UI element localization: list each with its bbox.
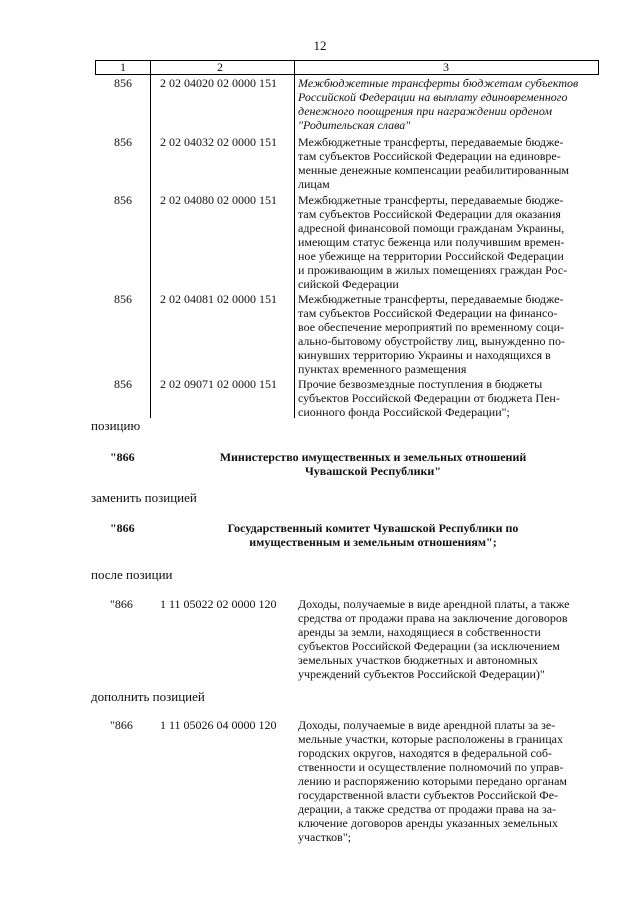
header-col-1: 1 xyxy=(120,60,126,74)
entry-code: "866 xyxy=(110,718,133,732)
entry-kbk: 1 11 05022 02 0000 120 xyxy=(160,597,277,611)
label-add: дополнить позицией xyxy=(91,689,205,704)
entry-name-new: Государственный комитет Чувашской Республики по имущественным и земельным отношениям"; xyxy=(227,521,519,549)
row-description: Межбюджетные трансферты, передаваемые бюдже- там субъектов Российской Федерации для оказания адресной финансовой помощи гражданам Украины, имеющим статус беженца или получившим времен- ное убежище на территории Российской Федерации и проживающим в жилых помещениях граждан Рос- сийской Федерации xyxy=(298,193,568,291)
row-code: 856 xyxy=(114,135,132,149)
entry-code: "866 xyxy=(110,450,135,464)
entry-name-old: Министерство имущественных и земельных отношений Чувашской Республики" xyxy=(219,450,527,478)
entry-description: Доходы, получаемые в виде арендной платы, а также средства от продажи права на заключение договоров аренды за земли, находящиеся в собственности субъектов Российской Федерации (за исключением земельных участков бюджетных и автономных учреждений субъектов Российской Федерации)" xyxy=(298,597,570,681)
header-col-3: 3 xyxy=(443,60,449,74)
entry-kbk: 1 11 05026 04 0000 120 xyxy=(160,718,277,732)
row-kbk: 2 02 04020 02 0000 151 xyxy=(160,76,277,90)
row-code: 856 xyxy=(114,292,132,306)
row-description: Межбюджетные трансферты бюджетам субъектов Российской Федерации на выплату единовременного денежного поощрения при награждении орденом "Родительская слава" xyxy=(298,76,579,132)
row-kbk: 2 02 04032 02 0000 151 xyxy=(160,135,277,149)
row-code: 856 xyxy=(114,193,132,207)
entry-code: "866 xyxy=(110,521,135,535)
label-position: позицию xyxy=(91,418,141,433)
table-divider xyxy=(150,73,151,418)
label-after: после позиции xyxy=(91,567,173,582)
row-kbk: 2 02 04080 02 0000 151 xyxy=(160,193,277,207)
table-header xyxy=(95,60,599,75)
row-description: Межбюджетные трансферты, передаваемые бюдже- там субъектов Российской Федерации на финансо- вое обеспечение мероприятий по временному соци- ально-бытовому обустройству лиц, вынужденно по- кинувших территорию Украины и находящихся в пунктах временного размещения xyxy=(298,292,565,376)
row-description: Прочие безвозмездные поступления в бюджеты субъектов Российской Федерации от бюджета Пен- сионного фонда Российской Федерации"; xyxy=(298,377,560,419)
row-kbk: 2 02 09071 02 0000 151 xyxy=(160,377,277,391)
label-replace: заменить позицией xyxy=(91,490,197,505)
row-code: 856 xyxy=(114,76,132,90)
row-kbk: 2 02 04081 02 0000 151 xyxy=(160,292,277,306)
page-number: 12 xyxy=(313,38,327,53)
row-description: Межбюджетные трансферты, передаваемые бюдже- там субъектов Российской Федерации на единовре- менные денежные компенсации реабилитированным лицам xyxy=(298,135,569,191)
header-col-2: 2 xyxy=(217,60,223,74)
table-divider xyxy=(294,73,295,418)
entry-description: Доходы, получаемые в виде арендной платы за зе- мельные участки, которые расположены в границах городских округов, находятся в федеральной соб- ственности и осуществление полномочий по управ- лению и распоряжению которыми передано органам государственной власти субъектов Российской Фе- дерации, а также средства от продажи права на за- ключение договоров аренды указанных земельных участков"; xyxy=(298,718,567,844)
entry-code: "866 xyxy=(110,597,133,611)
row-code: 856 xyxy=(114,377,132,391)
